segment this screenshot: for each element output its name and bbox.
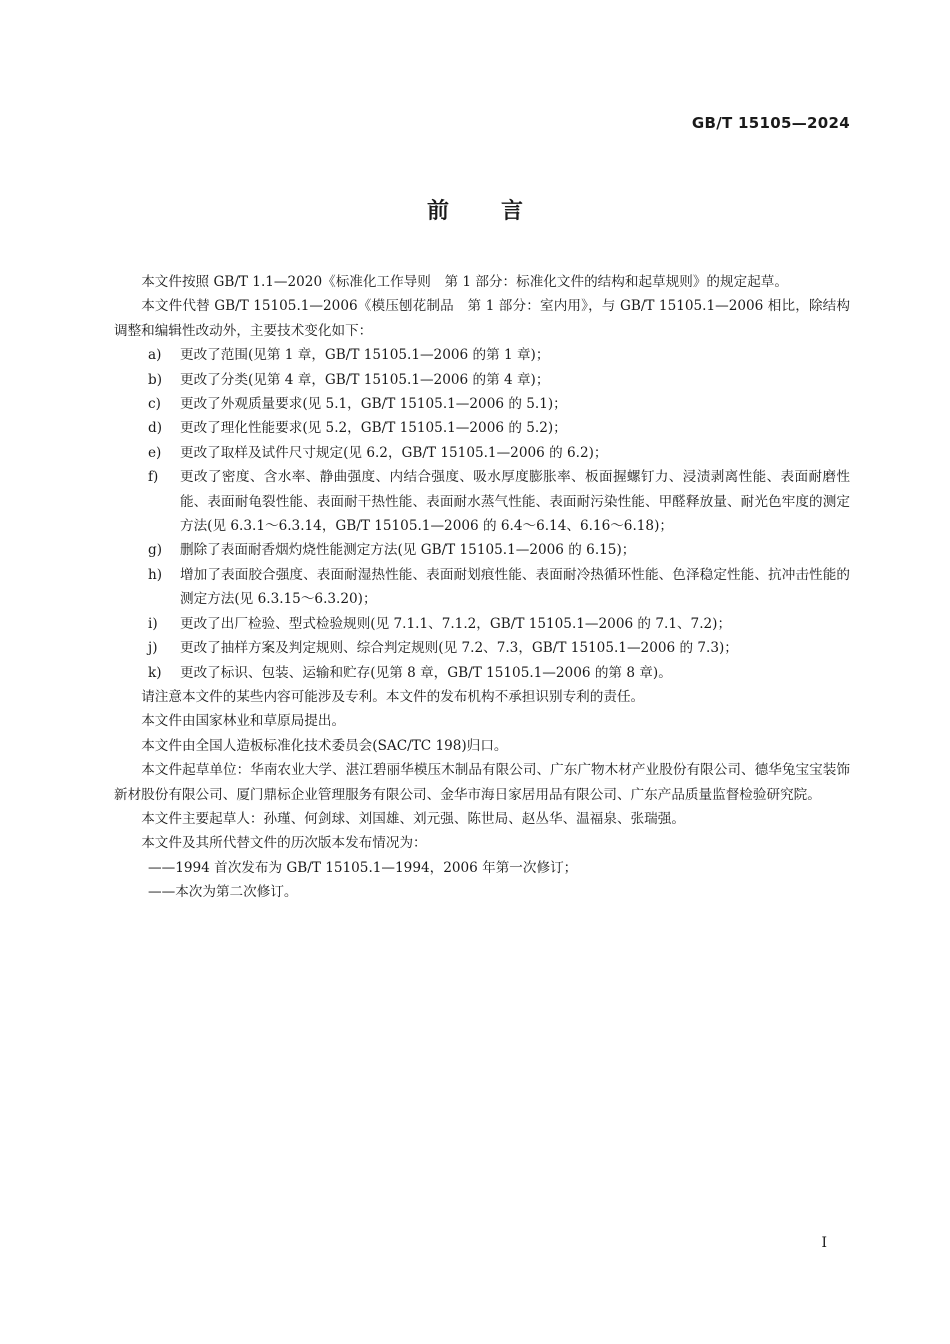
list-item-text: 更改了出厂检验、型式检验规则(见 7.1.1、7.1.2，GB/T 15105.1—2006 的 7.1、7.2)；	[180, 615, 732, 632]
list-item	[114, 343, 850, 367]
list-item-label: a)	[148, 347, 162, 364]
list-item-text: 更改了范围(见第 1 章，GB/T 15105.1—2006 的第 1 章)；	[180, 347, 550, 364]
list-item	[114, 661, 850, 685]
list-item	[114, 416, 850, 440]
list-item-label: f)	[148, 469, 159, 486]
list-item-label: d)	[148, 420, 163, 437]
list-item-label: c)	[148, 396, 161, 413]
paragraph-drafting-rules: 本文件按照 GB/T 1.1—2020《标准化工作导则 第 1 部分：标准化文件的结构和起草规则》的规定起草。	[141, 274, 788, 290]
list-item	[114, 465, 850, 538]
history-item: ——1994 首次发布为 GB/T 15105.1—1994，2006 年第一次修订；	[148, 859, 578, 876]
list-item-label: b)	[148, 371, 163, 388]
paragraph-drafters: 本文件主要起草人：孙瑾、何剑球、刘国雄、刘元强、陈世局、赵丛华、温福泉、张瑞强。	[141, 810, 685, 827]
list-item-text: 更改了标识、包装、运输和贮存(见第 8 章，GB/T 15105.1—2006 的第 8 章)。	[180, 664, 672, 681]
list-item-text: 更改了分类(见第 4 章，GB/T 15105.1—2006 的第 4 章)；	[180, 371, 550, 388]
list-item-text: 更改了外观质量要求(见 5.1，GB/T 15105.1—2006 的 5.1)；	[180, 396, 567, 413]
list-item-text: 增加了表面胶合强度、表面耐湿热性能、表面耐划痕性能、表面耐冷热循环性能、色泽稳定性能、抗冲击性能的测定方法(见 6.3.15～6.3.20)；	[180, 566, 850, 608]
changes-list	[114, 343, 850, 685]
paragraph-committee: 本文件由全国人造板标准化技术委员会(SAC/TC 198)归口。	[141, 737, 508, 754]
list-item-text: 更改了取样及试件尺寸规定(见 6.2，GB/T 15105.1—2006 的 6.2)；	[180, 444, 608, 461]
list-item-text: 更改了密度、含水率、静曲强度、内结合强度、吸水厚度膨胀率、板面握螺钉力、浸渍剥离性能、表面耐磨性能、表面耐龟裂性能、表面耐干热性能、表面耐水蒸气性能、表面耐污染性能、甲醛释放量、耐光色牢度的测定方法(见 6.3.1～6.3.14，GB/T 15105.1—2006 的 6.4～6.14、6.16～6.18)；	[180, 469, 850, 535]
title-char-1: 前	[426, 199, 449, 224]
paragraph-patent-notice: 请注意本文件的某些内容可能涉及专利。本文件的发布机构不承担识别专利的责任。	[141, 688, 645, 705]
paragraph-drafting-units: 本文件起草单位：华南农业大学、湛江碧丽华模压木制品有限公司、广东广物木材产业股份有限公司、德华兔宝宝装饰新材股份有限公司、厦门鼎标企业管理服务有限公司、金华市海日家居用品有限公司、广东产品质量监督检验研究院。	[114, 762, 850, 803]
list-item-label: g)	[148, 542, 163, 559]
standard-code: GB/T 15105—2024	[691, 114, 850, 132]
list-item-label: j)	[148, 640, 158, 657]
list-item	[114, 612, 850, 636]
list-item-label: k)	[148, 664, 162, 681]
list-item	[114, 441, 850, 465]
list-item-label: i)	[148, 615, 158, 632]
list-item-text: 删除了表面耐香烟灼烧性能测定方法(见 GB/T 15105.1—2006 的 6.15)；	[180, 542, 636, 559]
page-number: I	[821, 1235, 827, 1251]
title-char-2: 言	[501, 199, 524, 224]
foreword-body	[114, 270, 850, 905]
list-item	[114, 538, 850, 562]
page-title	[0, 194, 950, 225]
list-item	[114, 392, 850, 416]
paragraph-history-intro: 本文件及其所代替文件的历次版本发布情况为：	[141, 835, 427, 852]
paragraph-proposer: 本文件由国家林业和草原局提出。	[141, 713, 346, 730]
list-item-label: h)	[148, 566, 163, 583]
list-item-text: 更改了抽样方案及判定规则、综合判定规则(见 7.2、7.3，GB/T 15105.1—2006 的 7.3)；	[180, 640, 738, 657]
paragraph-replacement: 本文件代替 GB/T 15105.1—2006《模压刨花制品 第 1 部分：室内用》，与 GB/T 15105.1—2006 相比，除结构调整和编辑性改动外，主要技术变化如下：	[114, 298, 850, 339]
list-item	[114, 368, 850, 392]
list-item-label: e)	[148, 444, 162, 461]
list-item	[114, 563, 850, 612]
list-item-text: 更改了理化性能要求(见 5.2，GB/T 15105.1—2006 的 5.2)；	[180, 420, 567, 437]
list-item	[114, 636, 850, 660]
history-item: ——本次为第二次修订。	[148, 884, 298, 901]
